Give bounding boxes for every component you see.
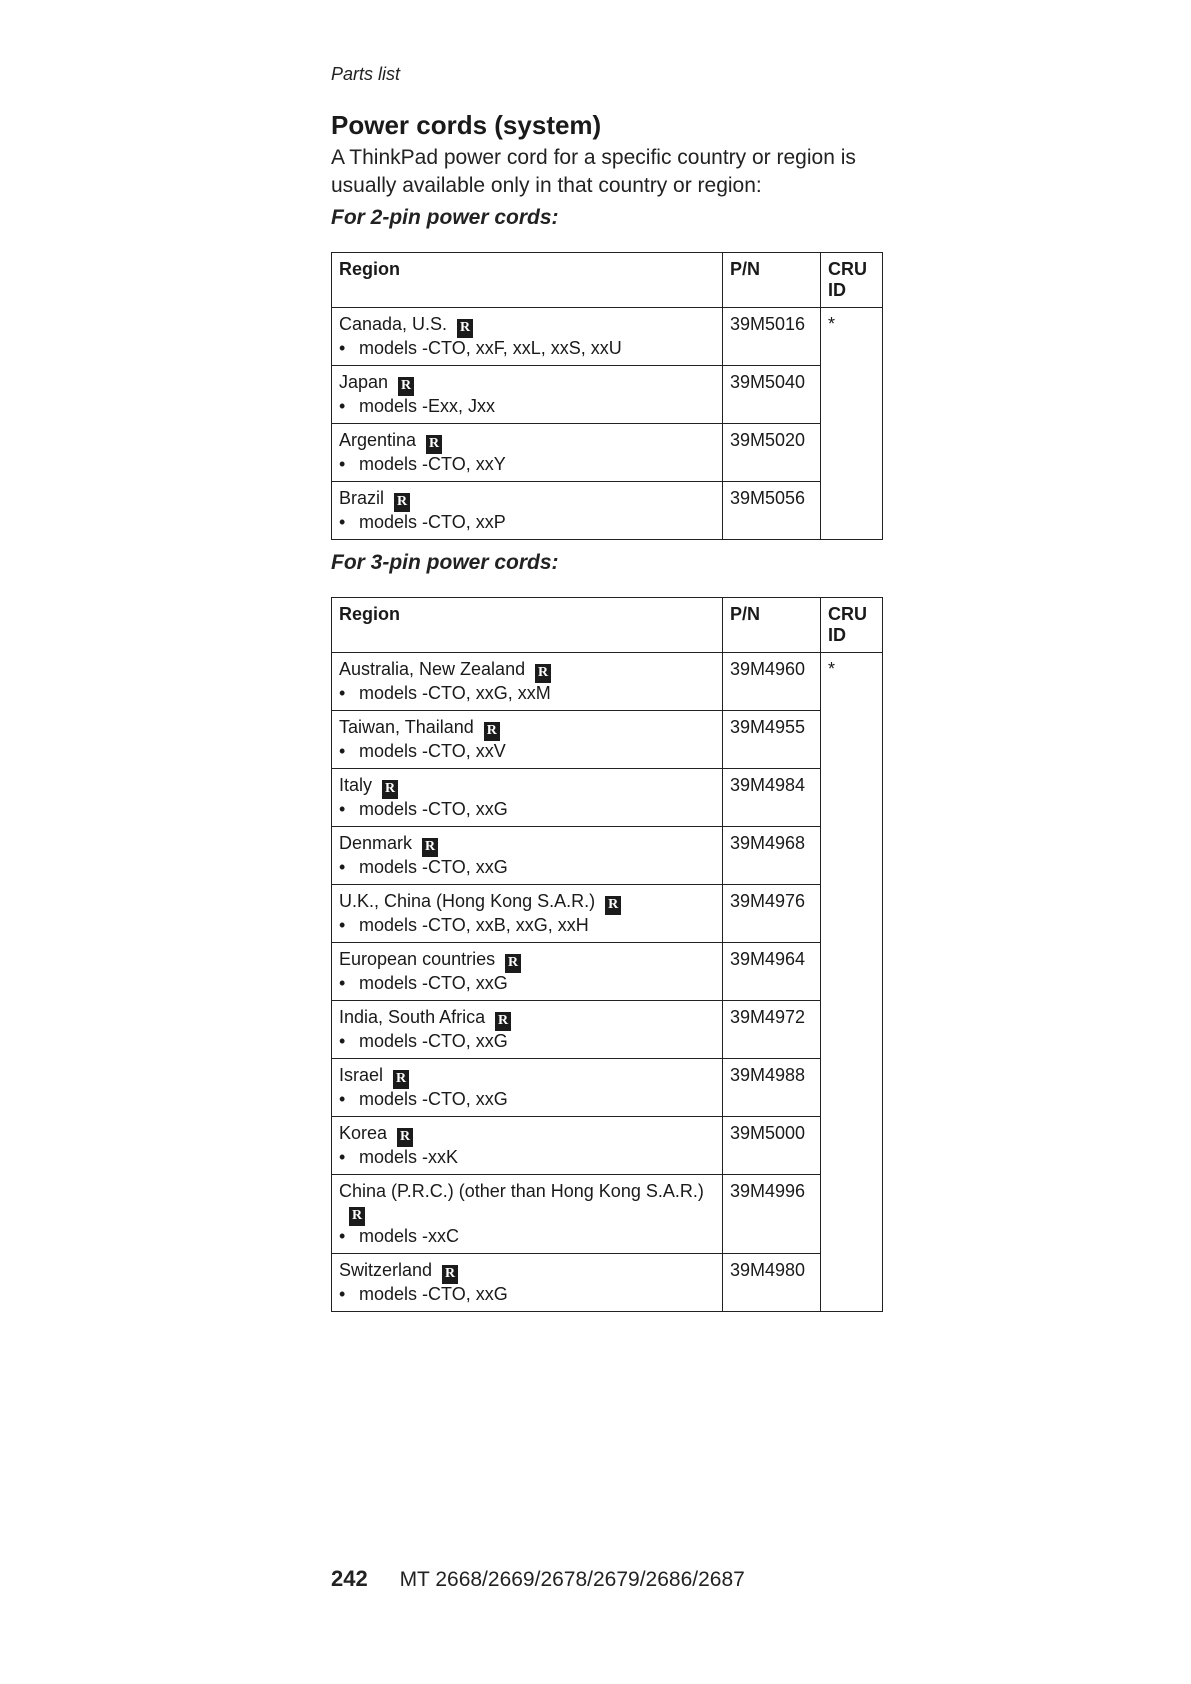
bullet-dot: •: [339, 1147, 346, 1167]
region-cell: [332, 308, 723, 366]
table-row: [332, 366, 883, 424]
table-row: [332, 653, 883, 711]
models-bullet: [339, 683, 715, 704]
region-name: Canada, U.S.: [339, 314, 448, 334]
table-row: [332, 1059, 883, 1117]
models-bullet: [339, 1031, 715, 1052]
models-text: models -CTO, xxG: [359, 857, 508, 877]
region-cell: [332, 769, 723, 827]
region-cell: [332, 827, 723, 885]
restricted-icon: R: [382, 780, 398, 799]
region-header: Region: [332, 253, 723, 308]
cru-cell: *: [821, 308, 883, 540]
models-text: models -CTO, xxY: [359, 454, 506, 474]
pn-header: P/N: [723, 598, 821, 653]
models-text: models -CTO, xxV: [359, 741, 506, 761]
models-bullet: [339, 741, 715, 762]
models-bullet: [339, 973, 715, 994]
two-pin-heading: For 2-pin power cords:: [331, 206, 559, 229]
cru-header: CRU ID: [821, 253, 883, 308]
bullet-dot: •: [339, 683, 346, 703]
models-bullet: [339, 1284, 715, 1305]
pn-cell: 39M4968: [723, 827, 821, 885]
models-text: models -CTO, xxG: [359, 973, 508, 993]
region-cell: [332, 1175, 723, 1254]
bullet-dot: •: [339, 973, 346, 993]
restricted-icon: R: [457, 319, 473, 338]
bullet-dot: •: [339, 396, 346, 416]
table-row: [332, 711, 883, 769]
bullet-dot: •: [339, 799, 346, 819]
table-row: [332, 1117, 883, 1175]
pn-cell: 39M4988: [723, 1059, 821, 1117]
models-bullet: [339, 1089, 715, 1110]
region-cell: [332, 1254, 723, 1312]
bullet-dot: •: [339, 338, 346, 358]
pn-cell: 39M4976: [723, 885, 821, 943]
region-cell: [332, 366, 723, 424]
table-header-row: [332, 253, 883, 308]
machine-types: MT 2668/2669/2678/2679/2686/2687: [399, 1568, 745, 1591]
region-cell: [332, 424, 723, 482]
table-row: [332, 1001, 883, 1059]
region-cell: [332, 653, 723, 711]
region-cell: [332, 1001, 723, 1059]
models-bullet: [339, 857, 715, 878]
models-text: models -CTO, xxG: [359, 1089, 508, 1109]
restricted-icon: R: [426, 435, 442, 454]
table-row: [332, 424, 883, 482]
table-header-row: [332, 598, 883, 653]
region-name: Israel: [339, 1065, 384, 1085]
region-name: Argentina: [339, 430, 417, 450]
restricted-icon: R: [484, 722, 500, 741]
restricted-icon: R: [505, 954, 521, 973]
restricted-icon: R: [349, 1207, 365, 1226]
region-cell: [332, 711, 723, 769]
bullet-dot: •: [339, 1031, 346, 1051]
region-name: Korea: [339, 1123, 388, 1143]
bullet-dot: •: [339, 1226, 346, 1246]
page-footer: [331, 1566, 745, 1592]
restricted-icon: R: [397, 1128, 413, 1147]
restricted-icon: R: [394, 493, 410, 512]
region-name: U.K., China (Hong Kong S.A.R.): [339, 891, 596, 911]
restricted-icon: R: [605, 896, 621, 915]
intro-paragraph: A ThinkPad power cord for a specific country or region is usually available only in that country or region:: [331, 146, 856, 197]
models-bullet: [339, 915, 715, 936]
page-title: Power cords (system): [331, 110, 602, 140]
bullet-dot: •: [339, 741, 346, 761]
region-name: Italy: [339, 775, 373, 795]
region-name: China (P.R.C.) (other than Hong Kong S.A.R.): [339, 1181, 704, 1201]
models-bullet: [339, 1226, 715, 1247]
pn-cell: 39M5020: [723, 424, 821, 482]
region-cell: [332, 482, 723, 540]
region-header: Region: [332, 598, 723, 653]
models-bullet: [339, 454, 715, 475]
pn-header: P/N: [723, 253, 821, 308]
region-name: Brazil: [339, 488, 385, 508]
pn-cell: 39M4964: [723, 943, 821, 1001]
region-name: Taiwan, Thailand: [339, 717, 474, 737]
restricted-icon: R: [442, 1265, 458, 1284]
region-cell: [332, 1117, 723, 1175]
bullet-dot: •: [339, 1284, 346, 1304]
models-text: models -CTO, xxF, xxL, xxS, xxU: [359, 338, 622, 358]
region-name: Denmark: [339, 833, 413, 853]
bullet-dot: •: [339, 857, 346, 877]
models-text: models -CTO, xxB, xxG, xxH: [359, 915, 589, 935]
pn-cell: 39M5040: [723, 366, 821, 424]
table-row: [332, 943, 883, 1001]
three-pin-heading: For 3-pin power cords:: [331, 551, 559, 574]
pn-cell: 39M5000: [723, 1117, 821, 1175]
models-text: models -CTO, xxG: [359, 1284, 508, 1304]
models-bullet: [339, 512, 715, 533]
bullet-dot: •: [339, 512, 346, 532]
pn-cell: 39M5056: [723, 482, 821, 540]
region-cell: [332, 943, 723, 1001]
restricted-icon: R: [398, 377, 414, 396]
cru-cell: *: [821, 653, 883, 1312]
region-name: India, South Africa: [339, 1007, 486, 1027]
table-row: [332, 769, 883, 827]
pn-cell: 39M4996: [723, 1175, 821, 1254]
models-text: models -CTO, xxG, xxM: [359, 683, 551, 703]
page-number: 242: [331, 1566, 368, 1591]
restricted-icon: R: [422, 838, 438, 857]
running-header: Parts list: [331, 64, 401, 84]
pn-cell: 39M4972: [723, 1001, 821, 1059]
region-name: Japan: [339, 372, 389, 392]
bullet-dot: •: [339, 915, 346, 935]
models-bullet: [339, 396, 715, 417]
models-text: models -CTO, xxG: [359, 799, 508, 819]
region-cell: [332, 1059, 723, 1117]
three-pin-table: [331, 597, 883, 1312]
pn-cell: 39M4980: [723, 1254, 821, 1312]
region-name: European countries: [339, 949, 496, 969]
restricted-icon: R: [393, 1070, 409, 1089]
table-row: [332, 308, 883, 366]
models-bullet: [339, 338, 715, 359]
models-bullet: [339, 1147, 715, 1168]
table-row: [332, 827, 883, 885]
pn-cell: 39M4984: [723, 769, 821, 827]
table-row: [332, 1175, 883, 1254]
region-name: Australia, New Zealand: [339, 659, 526, 679]
pn-cell: 39M4960: [723, 653, 821, 711]
models-text: models -xxC: [359, 1226, 460, 1246]
pn-cell: 39M4955: [723, 711, 821, 769]
restricted-icon: R: [495, 1012, 511, 1031]
models-text: models -xxK: [359, 1147, 459, 1167]
region-cell: [332, 885, 723, 943]
models-text: models -Exx, Jxx: [359, 396, 496, 416]
table-row: [332, 1254, 883, 1312]
two-pin-table: [331, 252, 883, 540]
models-text: models -CTO, xxG: [359, 1031, 508, 1051]
region-name: Switzerland: [339, 1260, 433, 1280]
bullet-dot: •: [339, 1089, 346, 1109]
restricted-icon: R: [535, 664, 551, 683]
table-row: [332, 885, 883, 943]
table-row: [332, 482, 883, 540]
cru-header: CRU ID: [821, 598, 883, 653]
models-bullet: [339, 799, 715, 820]
models-text: models -CTO, xxP: [359, 512, 506, 532]
pn-cell: 39M5016: [723, 308, 821, 366]
bullet-dot: •: [339, 454, 346, 474]
